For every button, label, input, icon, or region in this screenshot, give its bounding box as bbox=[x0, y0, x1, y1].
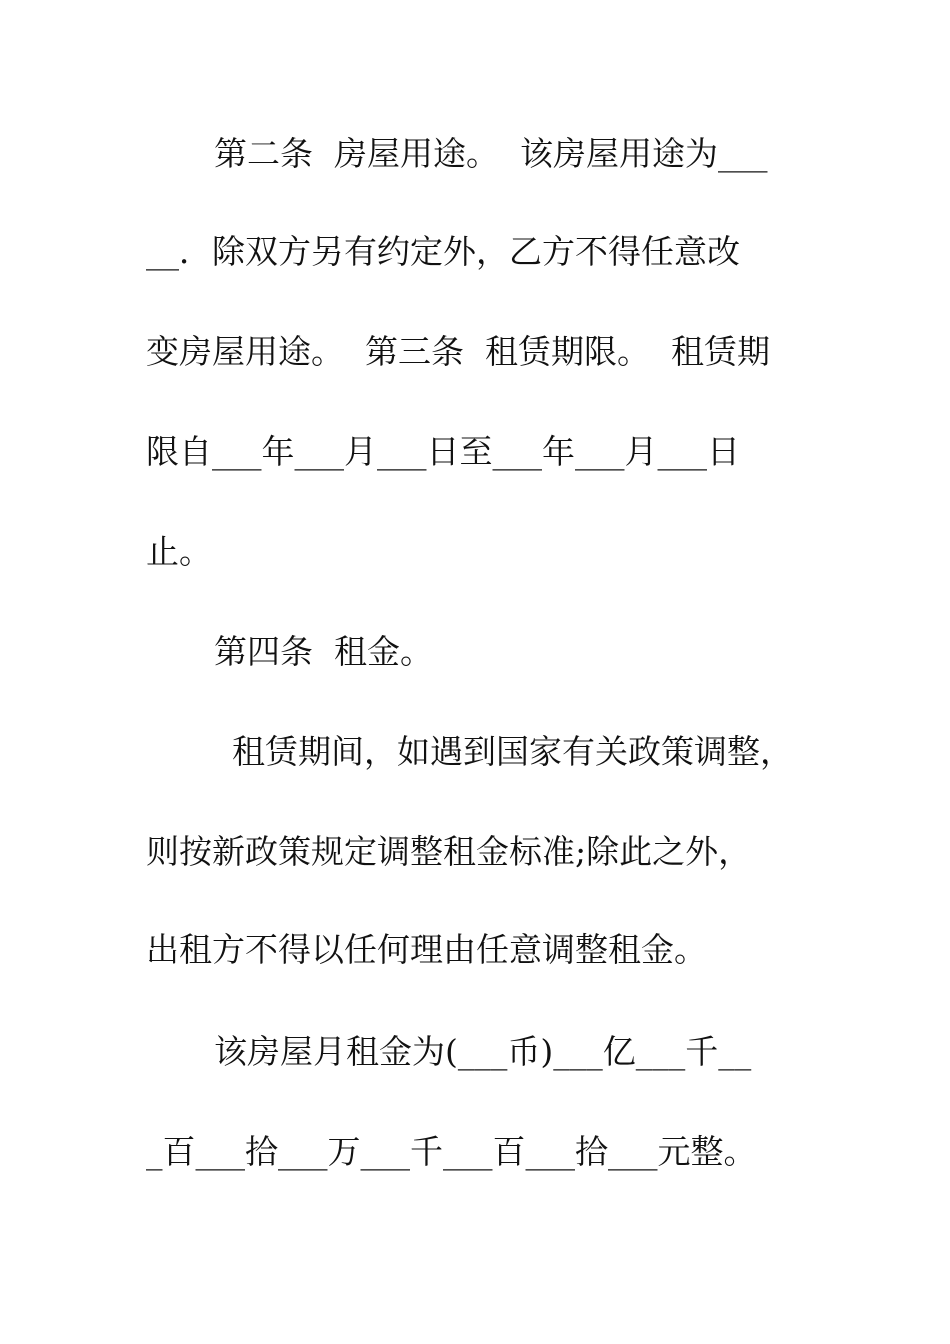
text-line-lease-period: 限自___年___月___日至___年___月___日 bbox=[146, 432, 740, 471]
text-line-article-3: 变房屋用途。 第三条 租赁期限。 租赁期 bbox=[146, 332, 770, 371]
text-line-monthly-rent: 该房屋月租金为(___币)___亿___千__ bbox=[214, 1032, 752, 1071]
text-line-period-end: 止。 bbox=[146, 532, 212, 571]
text-line-article-2: 第二条 房屋用途。 该房屋用途为___ bbox=[214, 134, 768, 173]
text-line-rent-policy: 租赁期间，如遇到国家有关政策调整， bbox=[232, 732, 793, 771]
text-line-article-4: 第四条 租金。 bbox=[214, 632, 433, 671]
text-line-usage-restriction: __．除双方另有约定外，乙方不得任意改 bbox=[146, 232, 740, 271]
text-line-rent-amount: _百___拾___万___千___百___拾___元整。 bbox=[146, 1132, 757, 1171]
text-line-no-arbitrary-adjustment: 出租方不得以任何理由任意调整租金。 bbox=[146, 930, 707, 969]
text-line-rent-adjustment: 则按新政策规定调整租金标准;除此之外， bbox=[146, 832, 752, 871]
